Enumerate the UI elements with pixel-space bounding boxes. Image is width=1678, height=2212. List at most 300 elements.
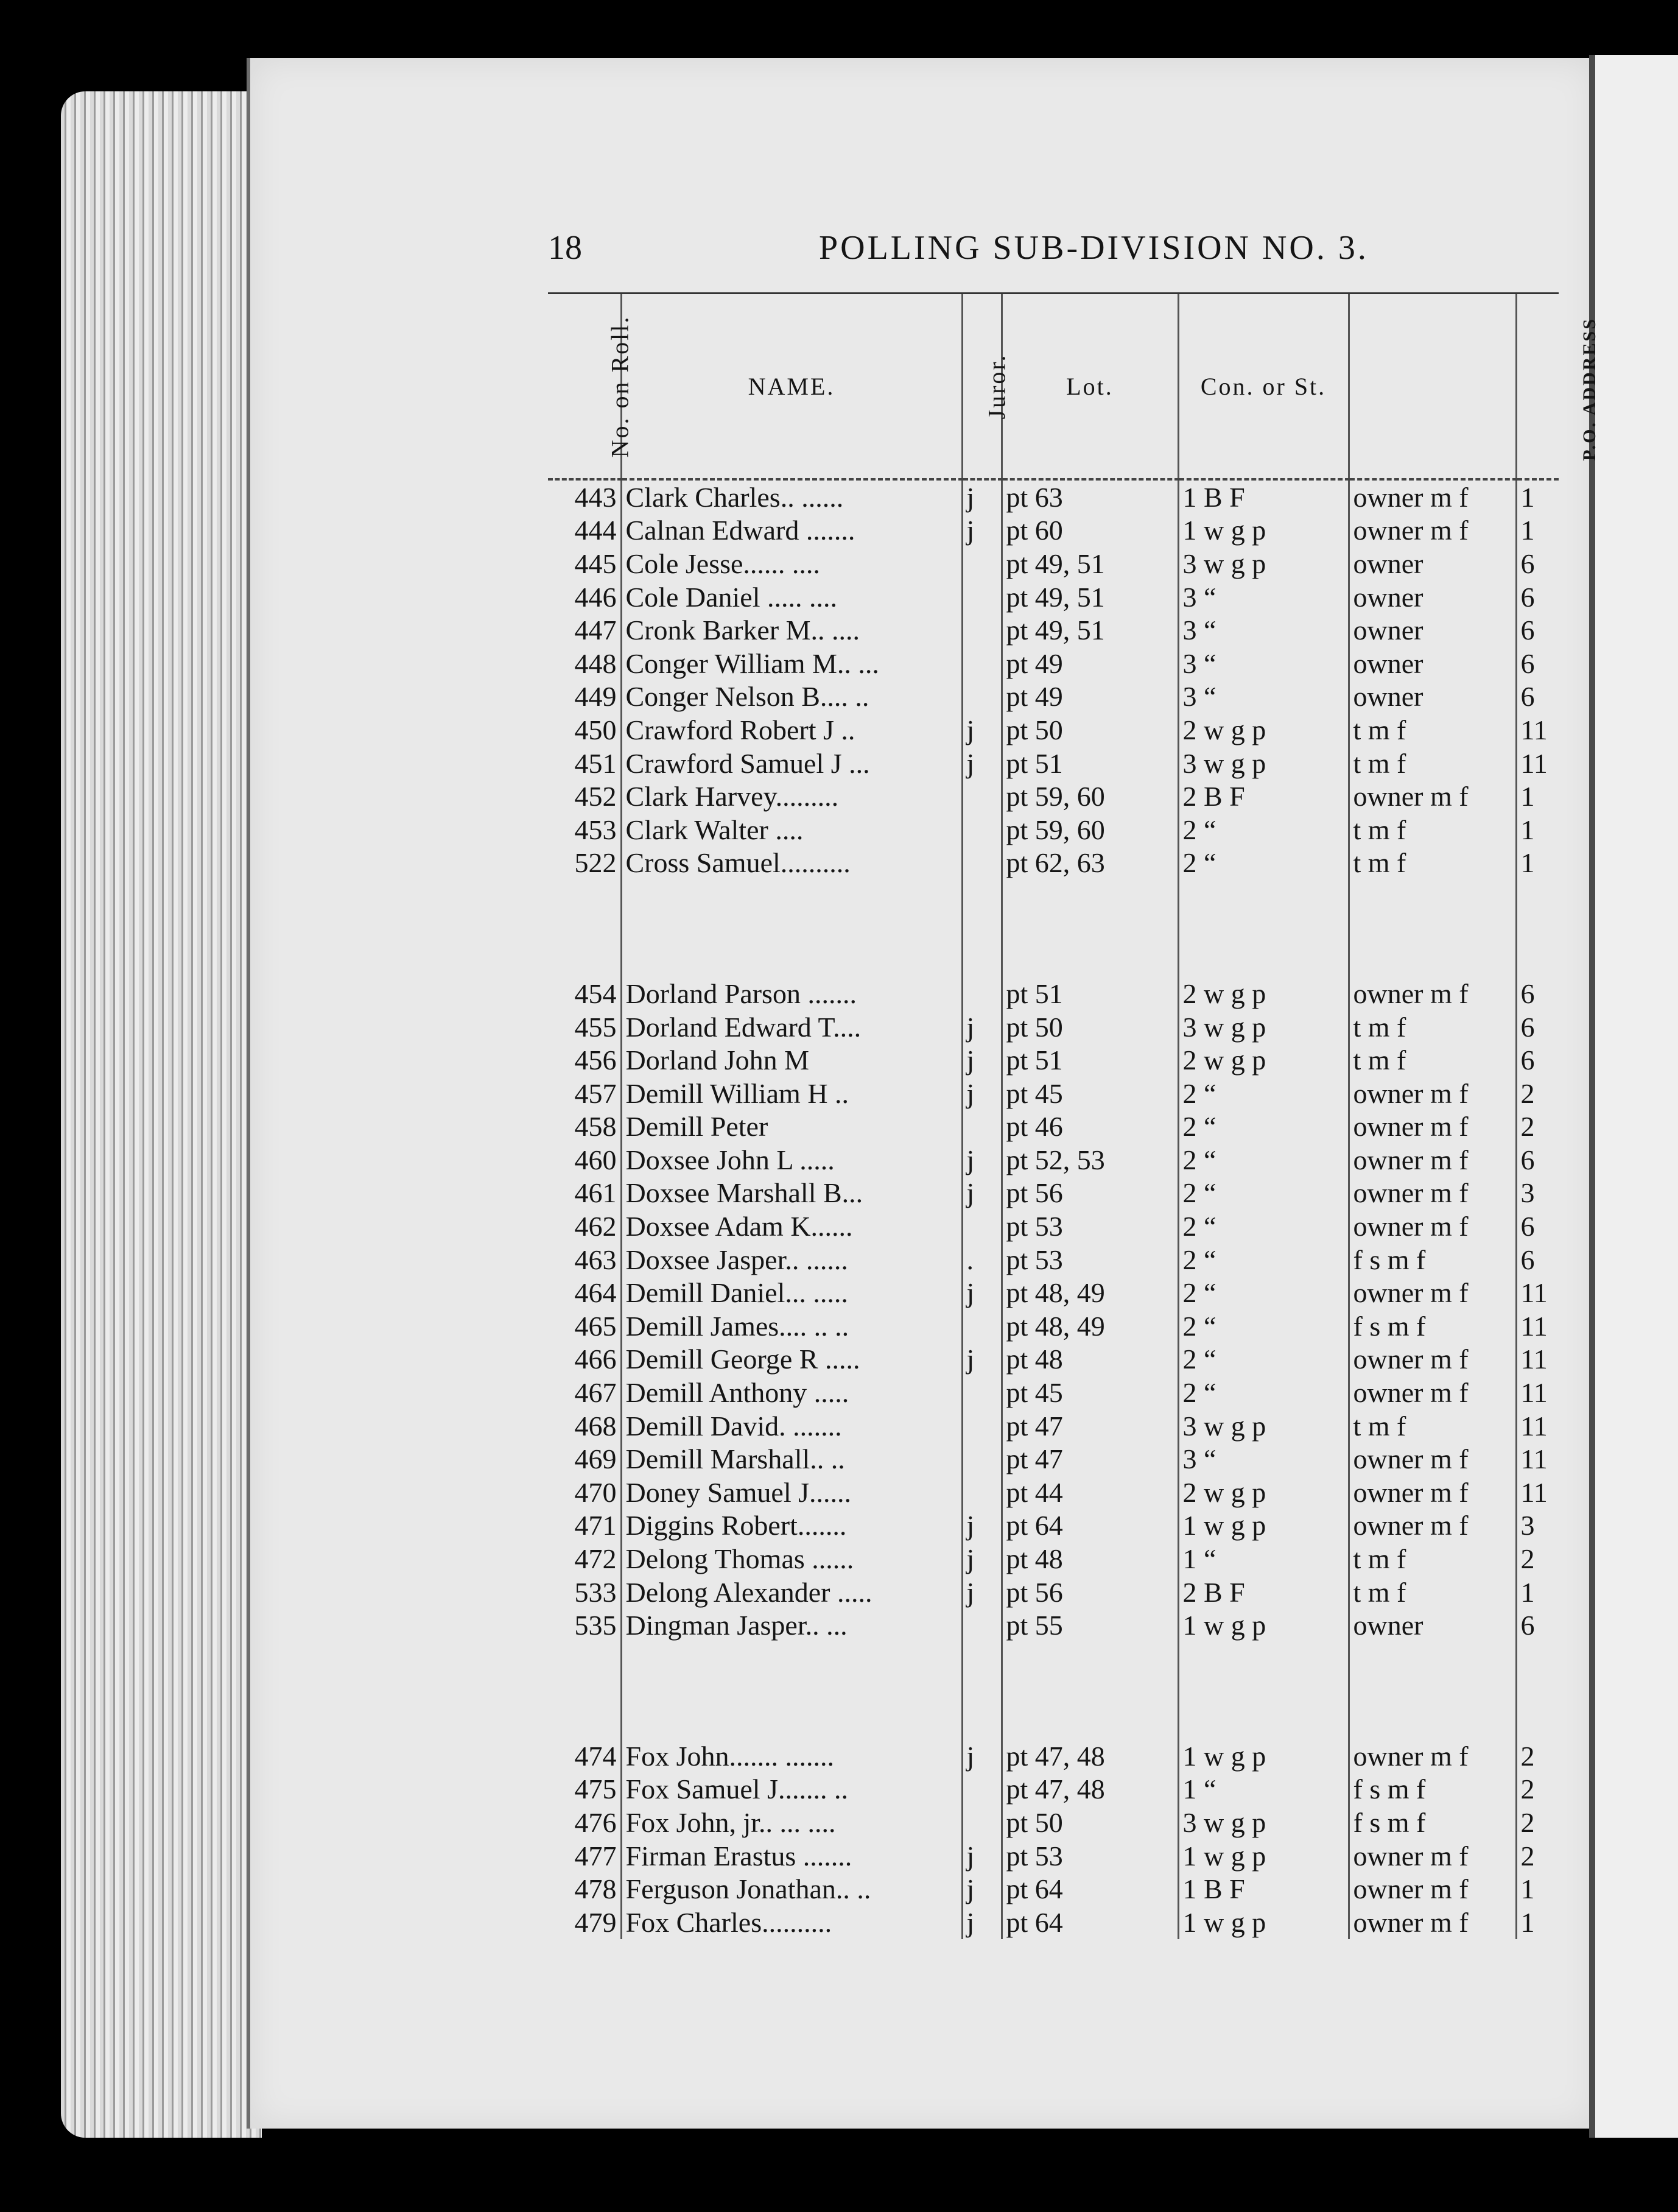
cell-po-address: 6 [1516,977,1559,1010]
cell-juror: j [962,514,1002,548]
cell-qualification: owner m f [1349,1110,1516,1144]
cell-name: Demill Marshall.. .. [621,1442,962,1476]
cell-lot: pt 56 [1002,1576,1178,1609]
table-row [548,780,1559,813]
cell-no-on-roll: 468 [574,1410,617,1442]
cell-lot: pt 53 [1002,1839,1178,1873]
cell-con-or-st: 2 “ [1178,1077,1349,1110]
cell-juror: j [962,479,1002,514]
cell-con-or-st: 1 w g p [1178,1839,1349,1873]
gap-cell [548,879,621,977]
cell-po-address: 2 [1516,1739,1559,1773]
cell-name: Doxsee John L ..... [621,1143,962,1177]
cell-lot: pt 51 [1002,977,1178,1010]
cell-no-on-roll: 475 [574,1773,617,1805]
cell-lot: pt 64 [1002,1509,1178,1543]
cell-lot: pt 55 [1002,1608,1178,1642]
header-con-or-st: Con. or St. [1178,294,1349,480]
cell-juror [962,847,1002,880]
cell-no-on-roll: 444 [574,515,617,546]
cell-lot: pt 59, 60 [1002,813,1178,847]
cell-juror [962,1376,1002,1409]
gap-cell [1516,879,1559,977]
table-row [548,1442,1559,1476]
cell-juror: j [962,1143,1002,1177]
cell-name: Cole Jesse...... .... [621,547,962,580]
cell-name: Demill William H .. [621,1077,962,1110]
voters-roll-table [548,292,1599,1939]
cell-no-on-roll: 452 [574,781,617,812]
cell-lot: pt 50 [1002,1806,1178,1839]
cell-name: Demill David. ....... [621,1409,962,1443]
cell-po-address: 6 [1516,613,1559,647]
table-row [548,713,1559,747]
cell-qualification: owner m f [1349,1509,1516,1543]
cell-name: Conger Nelson B.... .. [621,680,962,714]
cell-juror [962,1773,1002,1806]
cell-juror [962,780,1002,813]
cell-name: Firman Erastus ....... [621,1839,962,1873]
cell-no-on-roll: 460 [574,1144,617,1175]
cell-name: Crawford Robert J .. [621,713,962,747]
cell-po-address: 1 [1516,514,1559,548]
cell-qualification: t m f [1349,1010,1516,1044]
cell-name: Fox Charles.......... [621,1906,962,1939]
book-fold [1589,55,1678,2138]
cell-qualification: t m f [1349,1043,1516,1077]
cell-no-on-roll: 454 [574,977,617,1009]
gap-cell [1002,1642,1178,1739]
cell-no-on-roll: 453 [574,814,617,845]
cell-name: Fox John....... ....... [621,1739,962,1773]
cell-con-or-st: 1 “ [1178,1542,1349,1576]
cell-po-address: 11 [1516,1276,1559,1309]
cell-no-on-roll: 451 [574,747,617,779]
cell-qualification: owner m f [1349,977,1516,1010]
cell-lot: pt 47 [1002,1409,1178,1443]
table-row [548,680,1559,714]
table-row [548,1542,1559,1576]
header-juror: Juror. [962,294,1002,480]
cell-no-on-roll: 455 [574,1011,617,1043]
cell-name: Doxsee Marshall B... [621,1177,962,1210]
cell-name: Demill Anthony ..... [621,1376,962,1409]
gap-cell [1178,879,1349,977]
cell-lot: pt 53 [1002,1243,1178,1277]
cell-no-on-roll: 462 [574,1211,617,1242]
cell-po-address: 1 [1516,1872,1559,1906]
cell-qualification: owner [1349,547,1516,580]
table-row [548,1806,1559,1839]
cell-po-address: 1 [1516,780,1559,813]
cell-po-address: 2 [1516,1542,1559,1576]
cell-lot: pt 44 [1002,1476,1178,1509]
cell-qualification: owner m f [1349,1739,1516,1773]
cell-po-address: 6 [1516,1010,1559,1044]
header-lot: Lot. [1002,294,1178,480]
cell-name: Demill James.... .. .. [621,1309,962,1343]
cell-con-or-st: 3 w g p [1178,1010,1349,1044]
book-page-edges [61,91,262,2138]
section-gap [548,879,1559,977]
cell-con-or-st: 2 “ [1178,1376,1349,1409]
cell-qualification: owner m f [1349,514,1516,548]
table-row [548,813,1559,847]
cell-con-or-st: 3 “ [1178,647,1349,680]
cell-juror: j [962,1872,1002,1906]
table-row [548,1739,1559,1773]
cell-con-or-st: 2 B F [1178,780,1349,813]
table-row [548,1509,1559,1543]
cell-qualification: owner m f [1349,1476,1516,1509]
cell-juror: j [962,747,1002,780]
table-row [548,1872,1559,1906]
cell-name: Cronk Barker M.. .... [621,613,962,647]
cell-no-on-roll: 469 [574,1443,617,1475]
cell-con-or-st: 3 w g p [1178,547,1349,580]
cell-name: Clark Walter .... [621,813,962,847]
gap-cell [1349,879,1516,977]
table-row [548,1576,1559,1609]
table-row [548,1043,1559,1077]
cell-juror: j [962,1276,1002,1309]
cell-no-on-roll: 443 [574,481,617,513]
cell-juror [962,1476,1002,1509]
cell-lot: pt 64 [1002,1906,1178,1939]
cell-name: Calnan Edward ....... [621,514,962,548]
cell-name: Cole Daniel ..... .... [621,580,962,614]
cell-qualification: owner m f [1349,780,1516,813]
cell-juror: j [962,1576,1002,1609]
cell-lot: pt 47 [1002,1442,1178,1476]
cell-po-address: 1 [1516,1576,1559,1609]
cell-lot: pt 49, 51 [1002,547,1178,580]
cell-lot: pt 49, 51 [1002,613,1178,647]
table-row [548,514,1559,548]
cell-name: Dorland Parson ....... [621,977,962,1010]
cell-po-address: 1 [1516,847,1559,880]
cell-no-on-roll: 445 [574,548,617,579]
table-row [548,1608,1559,1642]
cell-lot: pt 48 [1002,1542,1178,1576]
cell-qualification: t m f [1349,847,1516,880]
cell-name: Fox Samuel J....... .. [621,1773,962,1806]
cell-qualification: t m f [1349,813,1516,847]
cell-lot: pt 47, 48 [1002,1739,1178,1773]
gap-cell [621,1642,962,1739]
cell-qualification: owner m f [1349,1906,1516,1939]
cell-no-on-roll: 476 [574,1806,617,1838]
cell-juror [962,977,1002,1010]
cell-lot: pt 45 [1002,1376,1178,1409]
cell-qualification: t m f [1349,1542,1516,1576]
table-row [548,1839,1559,1873]
table-row [548,1010,1559,1044]
cell-po-address: 6 [1516,580,1559,614]
cell-po-address: 6 [1516,1608,1559,1642]
cell-no-on-roll: 535 [574,1610,617,1641]
cell-name: Dingman Jasper.. ... [621,1608,962,1642]
table-row [548,1276,1559,1309]
cell-juror [962,647,1002,680]
gap-cell [621,879,962,977]
table-row [548,647,1559,680]
table-row [548,479,1559,514]
cell-juror [962,1806,1002,1839]
cell-qualification: owner [1349,613,1516,647]
cell-no-on-roll: 446 [574,581,617,613]
cell-juror [962,1210,1002,1243]
cell-qualification: f s m f [1349,1243,1516,1277]
cell-name: Demill Daniel... ..... [621,1276,962,1309]
cell-name: Clark Charles.. ...... [621,479,962,514]
table-row [548,1110,1559,1144]
table-row [548,1476,1559,1509]
cell-qualification: owner m f [1349,1177,1516,1210]
cell-no-on-roll: 478 [574,1873,617,1905]
gap-cell [962,879,1002,977]
header-name: NAME. [621,294,962,480]
cell-con-or-st: 2 “ [1178,1343,1349,1376]
cell-lot: pt 64 [1002,1872,1178,1906]
cell-qualification: f s m f [1349,1773,1516,1806]
cell-con-or-st: 1 w g p [1178,514,1349,548]
cell-juror [962,1442,1002,1476]
cell-po-address: 11 [1516,1442,1559,1476]
cell-name: Doxsee Jasper.. ...... [621,1243,962,1277]
cell-con-or-st: 2 “ [1178,1210,1349,1243]
table-header-row [548,294,1559,480]
page-title: POLLING SUB-DIVISION NO. 3. [819,229,1369,267]
cell-po-address: 6 [1516,547,1559,580]
cell-po-address: 2 [1516,1806,1559,1839]
cell-no-on-roll: 477 [574,1840,617,1872]
cell-no-on-roll: 447 [574,615,617,646]
cell-no-on-roll: 448 [574,647,617,679]
table-row [548,1376,1559,1409]
cell-lot: pt 47, 48 [1002,1773,1178,1806]
gap-cell [1178,1642,1349,1739]
cell-con-or-st: 2 B F [1178,1576,1349,1609]
cell-qualification: owner m f [1349,1442,1516,1476]
cell-con-or-st: 1 w g p [1178,1739,1349,1773]
cell-no-on-roll: 465 [574,1310,617,1342]
cell-po-address: 6 [1516,1210,1559,1243]
cell-no-on-roll: 463 [574,1244,617,1275]
cell-juror: j [962,1509,1002,1543]
cell-juror [962,813,1002,847]
cell-juror: j [962,1077,1002,1110]
cell-lot: pt 59, 60 [1002,780,1178,813]
cell-name: Ferguson Jonathan.. .. [621,1872,962,1906]
cell-lot: pt 60 [1002,514,1178,548]
cell-qualification: owner m f [1349,1872,1516,1906]
cell-po-address: 2 [1516,1077,1559,1110]
cell-con-or-st: 3 w g p [1178,747,1349,780]
cell-name: Crawford Samuel J ... [621,747,962,780]
cell-con-or-st: 1 w g p [1178,1906,1349,1939]
cell-po-address: 6 [1516,647,1559,680]
cell-juror [962,613,1002,647]
cell-juror: j [962,1177,1002,1210]
cell-po-address: 3 [1516,1509,1559,1543]
cell-con-or-st: 1 w g p [1178,1509,1349,1543]
cell-name: Doxsee Adam K...... [621,1210,962,1243]
cell-name: Diggins Robert....... [621,1509,962,1543]
cell-juror [962,680,1002,714]
table-row [548,747,1559,780]
cell-juror [962,1110,1002,1144]
cell-juror [962,1608,1002,1642]
cell-lot: pt 53 [1002,1210,1178,1243]
cell-lot: pt 49 [1002,680,1178,714]
cell-juror [962,580,1002,614]
cell-name: Fox John, jr.. ... .... [621,1806,962,1839]
header-qualification [1349,294,1516,480]
cell-no-on-roll: 472 [574,1543,617,1575]
cell-no-on-roll: 457 [574,1077,617,1109]
header-no-on-roll: No. on Roll. [548,294,621,480]
table-row [548,847,1559,880]
cell-po-address: 11 [1516,1309,1559,1343]
table-row [548,1773,1559,1806]
cell-qualification: owner m f [1349,1077,1516,1110]
cell-qualification: owner [1349,580,1516,614]
cell-no-on-roll: 466 [574,1344,617,1375]
gap-cell [962,1642,1002,1739]
cell-con-or-st: 2 “ [1178,1177,1349,1210]
cell-juror [962,1309,1002,1343]
section-gap [548,1642,1559,1739]
cell-qualification: f s m f [1349,1806,1516,1839]
cell-qualification: owner [1349,647,1516,680]
cell-con-or-st: 3 “ [1178,613,1349,647]
cell-name: Dorland John M [621,1043,962,1077]
cell-qualification: t m f [1349,747,1516,780]
cell-name: Delong Alexander ..... [621,1576,962,1609]
cell-no-on-roll: 449 [574,681,617,713]
cell-con-or-st: 1 B F [1178,479,1349,514]
cell-con-or-st: 3 w g p [1178,1806,1349,1839]
cell-po-address: 11 [1516,1343,1559,1376]
cell-no-on-roll: 464 [574,1277,617,1309]
cell-no-on-roll: 474 [574,1740,617,1772]
cell-qualification: owner m f [1349,1343,1516,1376]
cell-lot: pt 63 [1002,479,1178,514]
gap-cell [1349,1642,1516,1739]
cell-juror: . [962,1243,1002,1277]
cell-con-or-st: 2 w g p [1178,1476,1349,1509]
page-number: 18 [548,229,582,267]
table-row [548,977,1559,1010]
table-row [548,1177,1559,1210]
cell-qualification: t m f [1349,1409,1516,1443]
cell-po-address: 6 [1516,680,1559,714]
cell-po-address: 1 [1516,1906,1559,1939]
cell-no-on-roll: 522 [574,847,617,879]
table-row [548,1243,1559,1277]
table-row [548,1906,1559,1939]
table-body [548,479,1559,1939]
cell-con-or-st: 2 “ [1178,813,1349,847]
cell-no-on-roll: 471 [574,1510,617,1541]
cell-juror: j [962,1343,1002,1376]
cell-lot: pt 52, 53 [1002,1143,1178,1177]
table-row [548,1143,1559,1177]
cell-qualification: owner m f [1349,1276,1516,1309]
cell-con-or-st: 2 w g p [1178,1043,1349,1077]
cell-con-or-st: 2 “ [1178,1276,1349,1309]
cell-qualification: owner m f [1349,1143,1516,1177]
cell-lot: pt 46 [1002,1110,1178,1144]
cell-po-address: 1 [1516,813,1559,847]
cell-lot: pt 48 [1002,1343,1178,1376]
cell-juror: j [962,1739,1002,1773]
cell-juror: j [962,1010,1002,1044]
table-row [548,1077,1559,1110]
cell-po-address: 6 [1516,1043,1559,1077]
cell-con-or-st: 2 “ [1178,1110,1349,1144]
table-row [548,1409,1559,1443]
cell-qualification: owner m f [1349,1210,1516,1243]
cell-juror: j [962,1542,1002,1576]
cell-no-on-roll: 461 [574,1177,617,1209]
cell-no-on-roll: 479 [574,1906,617,1938]
cell-name: Clark Harvey......... [621,780,962,813]
cell-po-address: 3 [1516,1177,1559,1210]
cell-qualification: owner m f [1349,479,1516,514]
cell-name: Cross Samuel.......... [621,847,962,880]
cell-con-or-st: 3 “ [1178,580,1349,614]
cell-qualification: f s m f [1349,1309,1516,1343]
cell-no-on-roll: 458 [574,1111,617,1143]
table-row [548,613,1559,647]
cell-juror: j [962,713,1002,747]
gap-cell [1002,879,1178,977]
cell-lot: pt 50 [1002,713,1178,747]
cell-no-on-roll: 456 [574,1044,617,1076]
cell-po-address: 2 [1516,1110,1559,1144]
cell-lot: pt 45 [1002,1077,1178,1110]
cell-po-address: 2 [1516,1773,1559,1806]
cell-lot: pt 51 [1002,747,1178,780]
cell-lot: pt 49 [1002,647,1178,680]
cell-po-address: 1 [1516,479,1559,514]
cell-con-or-st: 2 “ [1178,1143,1349,1177]
cell-con-or-st: 2 w g p [1178,977,1349,1010]
cell-po-address: 6 [1516,1143,1559,1177]
cell-lot: pt 48, 49 [1002,1276,1178,1309]
cell-po-address: 6 [1516,1243,1559,1277]
cell-lot: pt 56 [1002,1177,1178,1210]
cell-po-address: 2 [1516,1839,1559,1873]
cell-lot: pt 62, 63 [1002,847,1178,880]
cell-con-or-st: 1 “ [1178,1773,1349,1806]
cell-con-or-st: 2 “ [1178,1243,1349,1277]
cell-name: Dorland Edward T.... [621,1010,962,1044]
cell-lot: pt 50 [1002,1010,1178,1044]
cell-juror [962,1409,1002,1443]
cell-con-or-st: 2 w g p [1178,713,1349,747]
cell-name: Conger William M.. ... [621,647,962,680]
table-row [548,1210,1559,1243]
cell-qualification: owner [1349,680,1516,714]
cell-qualification: owner [1349,1608,1516,1642]
cell-name: Demill George R ..... [621,1343,962,1376]
gap-cell [1516,1642,1559,1739]
cell-juror: j [962,1906,1002,1939]
cell-po-address: 11 [1516,1409,1559,1443]
